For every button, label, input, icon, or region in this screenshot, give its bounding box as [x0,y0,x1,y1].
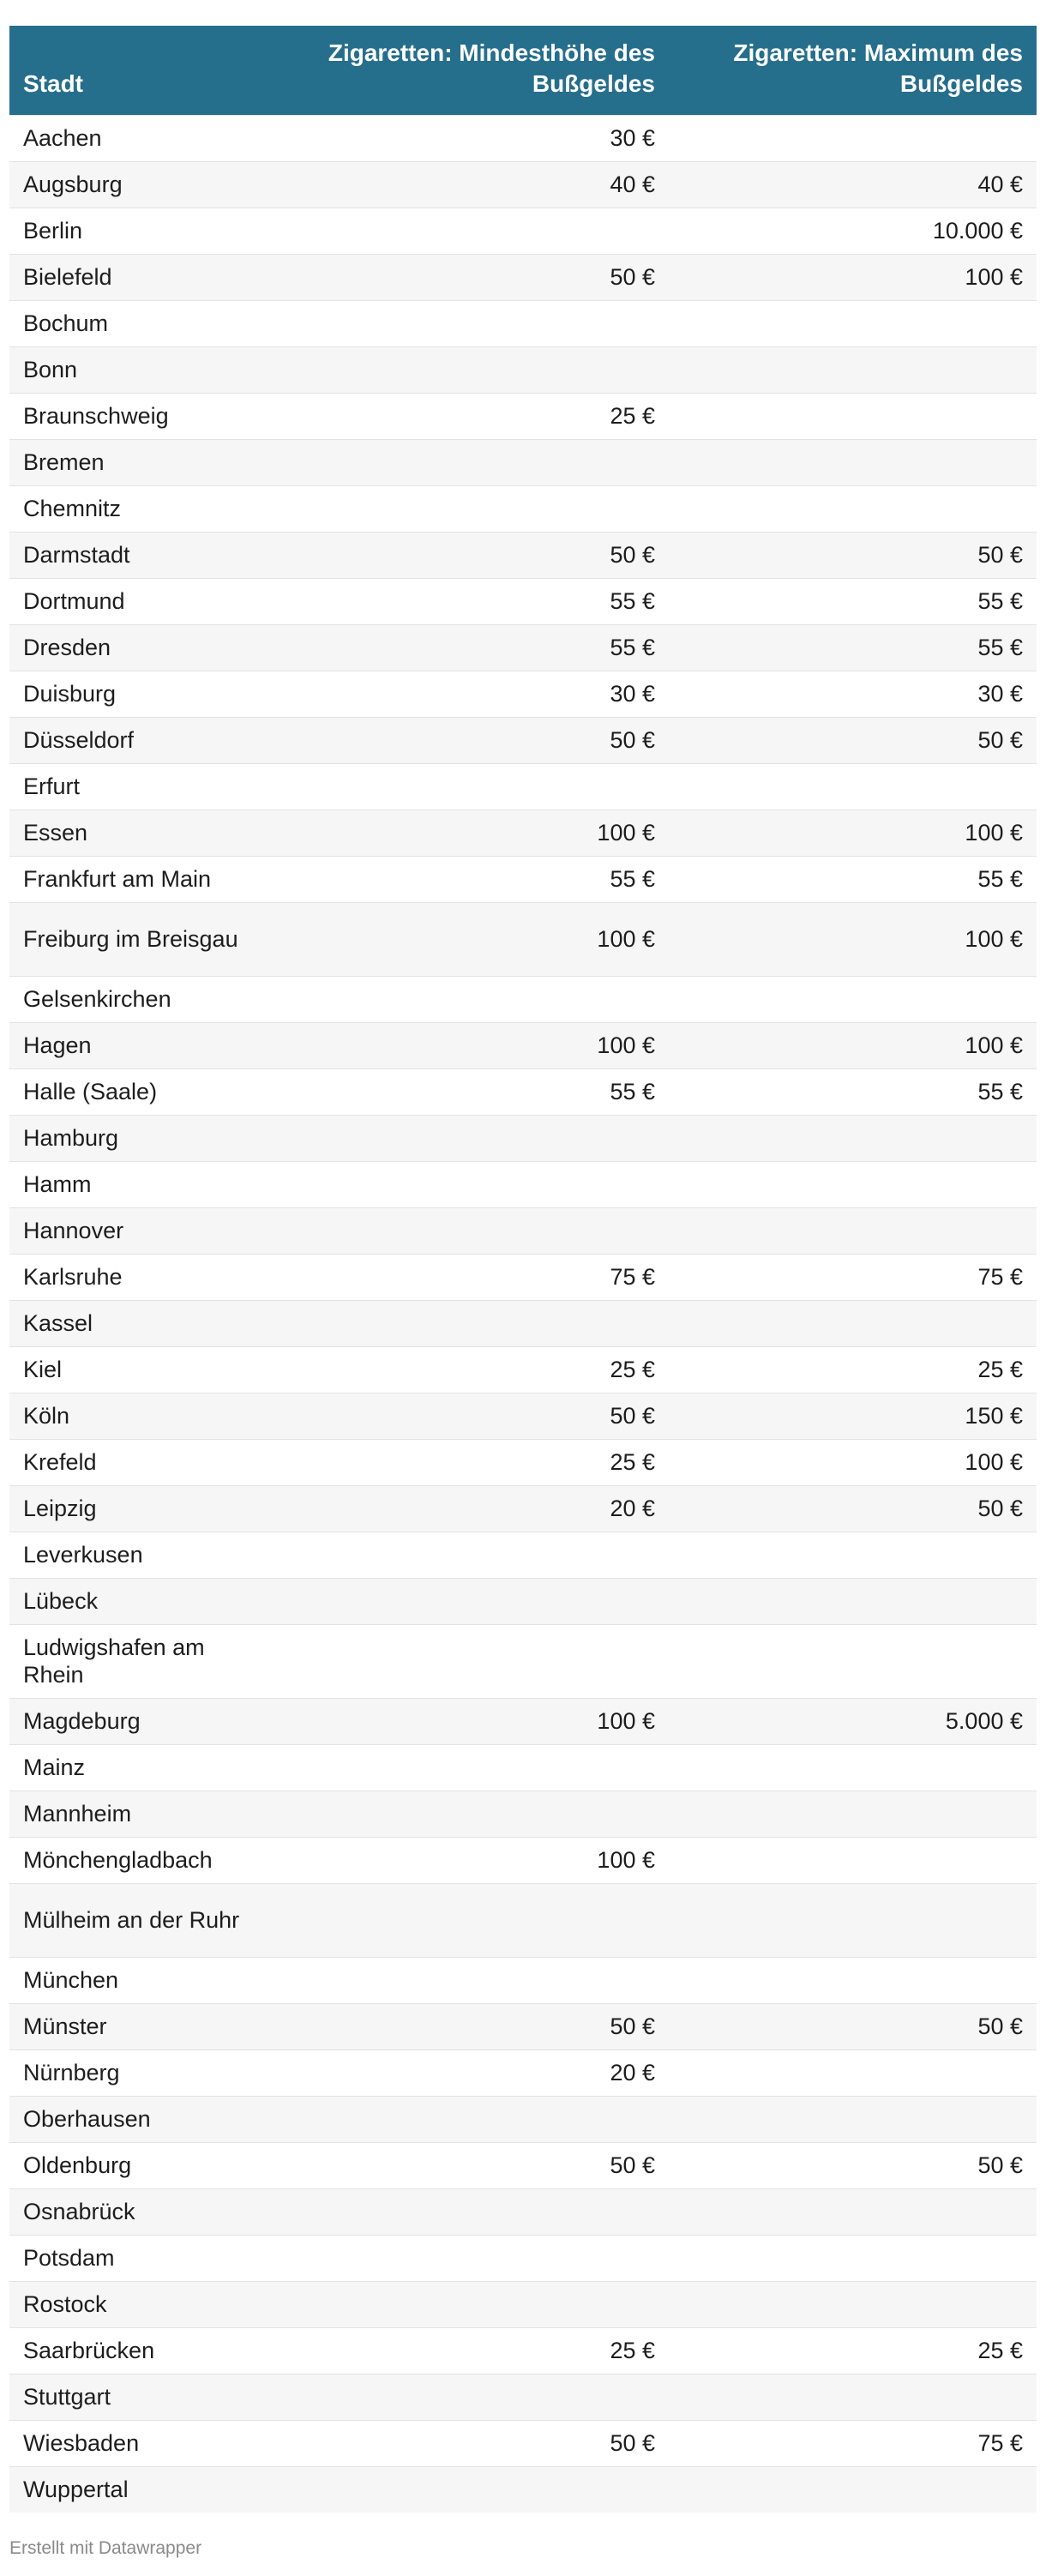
table-row [9,2096,1037,2142]
table-row [9,439,1037,485]
cell-maximum: 55 € [977,588,1023,614]
cell-maximum: 50 € [977,542,1023,568]
cell-mindesthoehe: 50 € [610,2430,655,2456]
cell-mindesthoehe [260,1624,669,1698]
cell-stadt: Karlsruhe [23,1264,123,1290]
cell-maximum [669,1578,1037,1624]
cell-maximum [669,1161,1037,1207]
cell-stadt: Halle (Saale) [23,1079,158,1104]
cell-stadt: Bonn [23,357,78,382]
cell-mindesthoehe [260,1115,669,1161]
cell-mindesthoehe: 75 € [610,1264,655,1290]
cell-maximum [669,1744,1037,1791]
cell-stadt: Bremen [23,449,105,475]
cell-stadt: Essen [23,820,88,846]
cell-stadt: Dresden [23,635,111,660]
cell-mindesthoehe [260,976,669,1022]
table-row [9,856,1037,902]
cell-maximum [669,2049,1037,2096]
cell-maximum [669,2374,1037,2420]
cell-mindesthoehe [260,2235,669,2281]
cell-stadt: Potsdam [23,2245,115,2271]
table-row [9,300,1037,346]
cell-maximum [669,1837,1037,1883]
cell-mindesthoehe [260,2096,669,2142]
cell-maximum: 30 € [977,681,1023,707]
cell-stadt: Ludwigshafen am Rhein [23,1634,205,1688]
cell-stadt: Münster [23,2013,107,2039]
cell-maximum [669,115,1037,161]
cell-stadt: Chemnitz [23,496,122,521]
cell-mindesthoehe: 50 € [610,2013,655,2039]
cell-mindesthoehe [260,1532,669,1578]
table-row [9,1068,1037,1115]
cell-maximum [669,1957,1037,2003]
cell-maximum: 55 € [977,866,1023,892]
cell-mindesthoehe: 25 € [610,1449,655,1475]
cell-mindesthoehe: 55 € [610,588,655,614]
table-row [9,578,1037,624]
cell-maximum [669,300,1037,346]
cell-stadt: Darmstadt [23,542,130,568]
cell-mindesthoehe [260,1300,669,1346]
cell-mindesthoehe: 55 € [610,635,655,660]
cell-stadt: Wuppertal [23,2477,129,2502]
cell-mindesthoehe: 55 € [610,1079,655,1104]
column-header-maximum[interactable]: Zigaretten: Maximum des Bußgeldes [733,39,1023,97]
table-row [9,208,1037,254]
table-row [9,1698,1037,1744]
table-row [9,346,1037,393]
cell-mindesthoehe: 100 € [597,1708,655,1734]
cell-maximum: 55 € [977,1079,1023,1104]
cell-mindesthoehe: 50 € [610,542,655,568]
cell-maximum [669,763,1037,810]
cell-stadt: Kassel [23,1310,93,1336]
cell-maximum: 100 € [965,1449,1023,1475]
cell-maximum: 50 € [977,2152,1023,2178]
cell-mindesthoehe [260,763,669,810]
cell-stadt: Gelsenkirchen [23,986,171,1012]
table-row [9,1485,1037,1532]
cell-maximum [669,1883,1037,1957]
cell-stadt: Aachen [23,125,102,151]
cell-mindesthoehe: 50 € [610,727,655,753]
table-row [9,115,1037,161]
data-table [9,26,1037,2513]
cell-maximum: 10.000 € [932,218,1023,244]
cell-mindesthoehe [260,439,669,485]
cell-stadt: Leverkusen [23,1542,143,1568]
table-row [9,1791,1037,1837]
cell-maximum [669,1791,1037,1837]
cell-mindesthoehe: 100 € [597,1032,655,1058]
cell-maximum: 50 € [977,1496,1023,1521]
cell-maximum: 75 € [977,2430,1023,2456]
cell-maximum [669,2096,1037,2142]
table-row [9,254,1037,300]
table-row [9,1883,1037,1957]
cell-stadt: Stuttgart [23,2384,111,2410]
table-row [9,1744,1037,1791]
cell-stadt: Rostock [23,2291,107,2317]
table-row [9,1624,1037,1698]
cell-mindesthoehe: 100 € [597,926,655,952]
cell-mindesthoehe: 50 € [610,1403,655,1429]
cell-maximum: 150 € [965,1403,1023,1429]
cell-mindesthoehe [260,2281,669,2327]
cell-maximum: 100 € [965,926,1023,952]
table-row [9,1439,1037,1485]
cell-mindesthoehe [260,1578,669,1624]
cell-mindesthoehe: 25 € [610,403,655,429]
cell-maximum: 55 € [977,635,1023,660]
cell-stadt: Berlin [23,218,83,244]
cell-maximum [669,1300,1037,1346]
table-row [9,1346,1037,1393]
cell-mindesthoehe [260,1957,669,2003]
cell-maximum: 100 € [965,264,1023,290]
table-row [9,2235,1037,2281]
table-row [9,485,1037,532]
cell-stadt: Augsburg [23,172,123,197]
cell-maximum: 50 € [977,2013,1023,2039]
cell-maximum [669,393,1037,439]
cell-stadt: Köln [23,1403,70,1429]
cell-stadt: Mannheim [23,1801,132,1827]
table-row [9,1161,1037,1207]
cell-stadt: Erfurt [23,773,81,799]
cell-stadt: Hamm [23,1171,92,1197]
cell-stadt: Kiel [23,1357,63,1382]
table-row [9,532,1037,578]
cell-stadt: Mainz [23,1754,86,1780]
table-row [9,1207,1037,1254]
cell-stadt: Wiesbaden [23,2430,140,2456]
cell-maximum [669,485,1037,532]
cell-maximum [669,1624,1037,1698]
cell-mindesthoehe: 20 € [610,1496,655,1521]
footer-credit: Erstellt mit Datawrapper [9,2538,202,2558]
cell-stadt: Hannover [23,1218,124,1243]
cell-maximum: 25 € [977,2338,1023,2363]
cell-mindesthoehe: 55 € [610,866,655,892]
cell-mindesthoehe: 100 € [597,1847,655,1873]
cell-stadt: Oberhausen [23,2106,151,2132]
column-header-mindesthoehe[interactable]: Zigaretten: Mindesthöhe des Bußgeldes [328,39,655,97]
cell-maximum [669,976,1037,1022]
table-row [9,1578,1037,1624]
cell-maximum: 100 € [965,820,1023,846]
cell-maximum [669,2188,1037,2235]
table-row [9,2420,1037,2466]
table-row [9,1957,1037,2003]
table-row [9,161,1037,208]
cell-maximum: 5.000 € [945,1708,1023,1734]
cell-maximum: 25 € [977,1357,1023,1382]
cell-stadt: Freiburg im Breisgau [23,926,238,952]
cell-stadt: Magdeburg [23,1708,141,1734]
table-row [9,810,1037,856]
table-row [9,2374,1037,2420]
cell-maximum: 100 € [965,1032,1023,1058]
table-row [9,624,1037,671]
header-row [9,26,1037,115]
cell-mindesthoehe [260,2188,669,2235]
cell-stadt: Bochum [23,310,109,336]
cell-mindesthoehe: 30 € [610,125,655,151]
table-row [9,1393,1037,1439]
cell-mindesthoehe [260,1791,669,1837]
cell-maximum [669,1532,1037,1578]
cell-maximum [669,1115,1037,1161]
cell-stadt: Mönchengladbach [23,1847,213,1873]
cell-mindesthoehe: 20 € [610,2060,655,2085]
cell-mindesthoehe [260,1207,669,1254]
cell-stadt: Lübeck [23,1588,99,1614]
cell-mindesthoehe [260,208,669,254]
table-row [9,2466,1037,2513]
cell-stadt: Osnabrück [23,2199,135,2224]
cell-mindesthoehe [260,300,669,346]
cell-stadt: Dortmund [23,588,125,614]
cell-mindesthoehe [260,485,669,532]
table-row [9,2281,1037,2327]
cell-mindesthoehe [260,1744,669,1791]
cell-mindesthoehe [260,2466,669,2513]
table-row [9,1837,1037,1883]
cell-stadt: Frankfurt am Main [23,866,212,892]
table-row [9,717,1037,763]
cell-maximum [669,439,1037,485]
cell-maximum: 50 € [977,727,1023,753]
table-row [9,1022,1037,1068]
table-row [9,2049,1037,2096]
cell-stadt: Mülheim an der Ruhr [23,1907,240,1933]
cell-stadt: München [23,1967,119,1993]
cell-stadt: Nürnberg [23,2060,120,2085]
cell-stadt: Saarbrücken [23,2338,155,2363]
table-row [9,1300,1037,1346]
cell-mindesthoehe [260,1161,669,1207]
table-row [9,2327,1037,2374]
cell-stadt: Hamburg [23,1125,119,1151]
table-row [9,2003,1037,2049]
cell-mindesthoehe: 100 € [597,820,655,846]
table-row [9,393,1037,439]
cell-maximum: 40 € [977,172,1023,197]
cell-mindesthoehe: 50 € [610,264,655,290]
cell-maximum [669,2235,1037,2281]
cell-maximum [669,346,1037,393]
cell-stadt: Braunschweig [23,403,169,429]
table-row [9,1115,1037,1161]
cell-mindesthoehe [260,2374,669,2420]
cell-stadt: Bielefeld [23,264,112,290]
table-row [9,671,1037,717]
cell-mindesthoehe [260,346,669,393]
cell-mindesthoehe: 30 € [610,681,655,707]
table-row [9,2188,1037,2235]
table-row [9,976,1037,1022]
cell-mindesthoehe: 50 € [610,2152,655,2178]
data-table-container [9,26,1037,2513]
cell-mindesthoehe: 25 € [610,2338,655,2363]
cell-maximum [669,1207,1037,1254]
table-row [9,1254,1037,1300]
cell-stadt: Leipzig [23,1496,97,1521]
table-row [9,1532,1037,1578]
table-row [9,2142,1037,2188]
column-header-stadt[interactable]: Stadt [23,69,83,97]
cell-maximum [669,2466,1037,2513]
cell-mindesthoehe: 25 € [610,1357,655,1382]
cell-maximum: 75 € [977,1264,1023,1290]
cell-stadt: Duisburg [23,681,117,707]
table-header [9,26,1037,115]
cell-stadt: Oldenburg [23,2152,132,2178]
table-body [9,115,1037,2513]
cell-mindesthoehe [260,1883,669,1957]
cell-stadt: Düsseldorf [23,727,135,753]
table-row [9,763,1037,810]
cell-stadt: Hagen [23,1032,92,1058]
cell-maximum [669,2281,1037,2327]
cell-stadt: Krefeld [23,1449,97,1475]
cell-mindesthoehe: 40 € [610,172,655,197]
table-row [9,902,1037,976]
